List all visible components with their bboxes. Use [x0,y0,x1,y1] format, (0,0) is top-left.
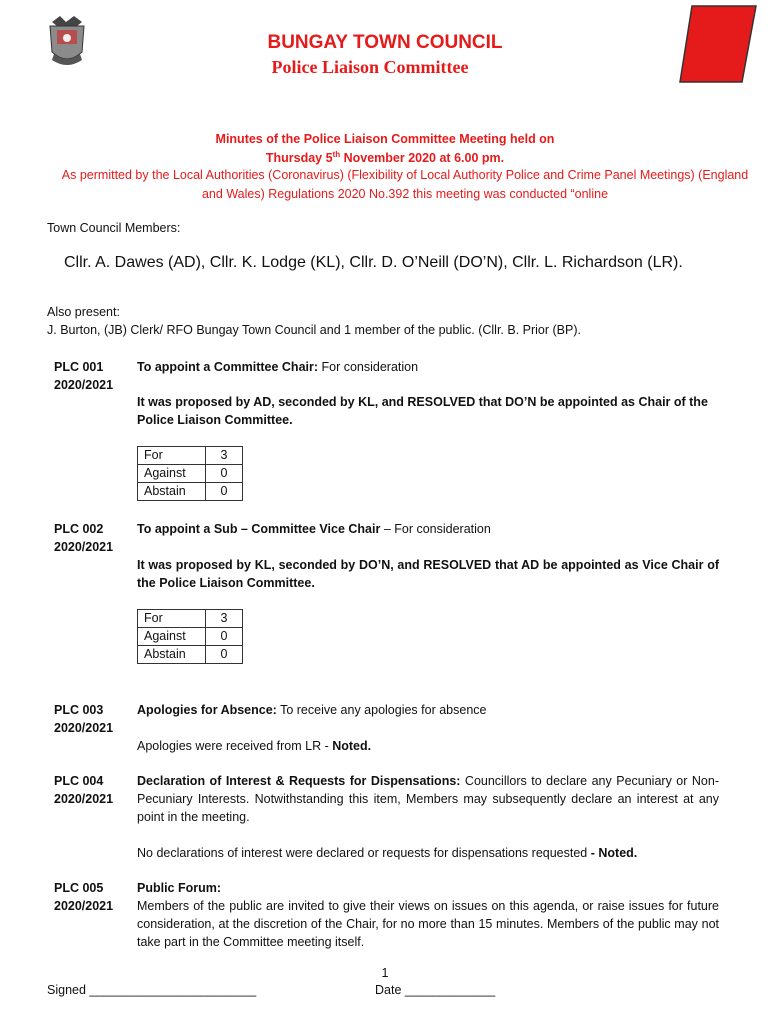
item-heading: To appoint a Sub – Committee Vice Chair – For consideration [137,522,491,536]
item-heading: To appoint a Committee Chair: For consideration [137,360,419,374]
committee-subtitle: Police Liaison Committee [271,57,469,77]
vote-table [137,609,243,664]
item-note: Apologies were received from LR - Noted. [137,739,372,753]
item-ref: PLC 004 2020/2021 [54,774,114,806]
vote-row: Abstain 0 [138,483,243,501]
members-label: Town Council Members: [47,221,181,235]
council-title: BUNGAY TOWN COUNCIL [267,32,503,53]
vote-table [137,446,243,501]
page-number: 1 [381,966,389,980]
item-note: No declarations of interest were declared or requests for dispensations requested - Noted. [137,846,638,860]
meeting-date: Thursday 5th November 2020 at 6.00 pm. [265,150,505,166]
vote-row: Abstain 0 [138,646,243,664]
item-ref: PLC 003 2020/2021 [54,703,114,735]
vote-row: Against 0 [138,628,243,646]
minutes-heading: Minutes of the Police Liaison Committee Meeting held on [215,132,555,146]
signature-line: Signed ________________________ [47,983,257,997]
item-body: Members of the public are invited to give their views on issues on this agenda, or raise issues for future consideration, at the discretion of the Chair, for no more than 15 minutes. Members of the public may not take part in the Committee meeting itself. [137,899,719,949]
item-ref: PLC 002 2020/2021 [54,522,114,554]
vote-row: Against 0 [138,465,243,483]
regulation-notice: As permitted by the Local Authorities (Coronavirus) (Flexibility of Local Authority Police and Crime Panel Meetings) (England and Wales) Regulations 2020 No.392 this meeting was conducted “online [61,168,749,201]
also-present-label: Also present: [47,305,120,319]
item-ref: PLC 005 2020/2021 [54,881,114,913]
members-list: Cllr. A. Dawes (AD), Cllr. K. Lodge (KL), Cllr. D. O’Neill (DO’N), Cllr. L. Richardson (LR). [64,254,683,271]
item-heading: Public Forum: [137,881,222,895]
item-resolution: It was proposed by KL, seconded by DO’N, and RESOLVED that AD be appointed as Vice Chair of the Police Liaison Committee. [137,558,719,590]
item-heading: Apologies for Absence: To receive any apologies for absence [137,703,487,717]
item-heading: Declaration of Interest & Requests for Dispensations: Councillors to declare any Pecuniary or Non-Pecuniary Interests. Notwithstanding this item, Members may subsequently declare an interest at any point in the meeting. [137,774,719,824]
also-present-list: J. Burton, (JB) Clerk/ RFO Bungay Town Council and 1 member of the public. (Cllr. B. Prior (BP). [47,323,581,337]
item-ref: PLC 001 2020/2021 [54,360,114,392]
date-line: Date _____________ [375,983,496,997]
vote-row: For 3 [138,447,243,465]
vote-row: For 3 [138,610,243,628]
item-resolution: It was proposed by AD, seconded by KL, and RESOLVED that DO’N be appointed as Chair of the Police Liaison Committee. [137,395,708,427]
